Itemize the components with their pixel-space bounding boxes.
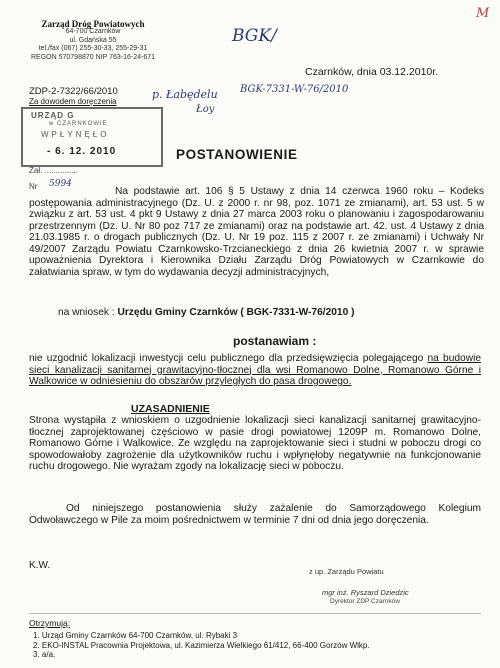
- place-date: Czarnków, dnia 03.12.2010r.: [305, 66, 439, 78]
- signatory-position: Dyrektor ZDP Czarnków: [330, 598, 400, 605]
- kw-label: K.W.: [29, 560, 51, 571]
- handwritten-reference: BGK-7331-W-76/2010: [240, 84, 349, 95]
- stamp-line-1: URZĄD G: [31, 111, 75, 120]
- recipients-list: [33, 631, 370, 660]
- justification-paragraph: Strona wystąpiła z wnioskiem o uzgodnienie lokalizacji sieci kanalizacji sanitarnej grawitacyjno-tłocznej zaprojektowanej częściowo w pasie drogi powiatowej 1209P m. Romanowo Dolne, Romanowo Górne i Walkowice. Ze względu na zaprojektowanie sieci i studni w poboczu drogi co spowodowałoby zagrożenie dla użytkowników ruchu i wpłynęłoby negatywnie na funkcjonowanie ruchu drogowego. Nie wyrażam zgody na lokalizację sieci w poboczu.: [29, 415, 481, 472]
- nr-label: Nr: [29, 182, 38, 191]
- org-address-1: 64-700 Czarnków: [65, 28, 121, 36]
- handwritten-signature-top: BGK/: [232, 26, 277, 46]
- stamp-line-2: w CZARNKOWIE: [49, 121, 108, 127]
- received-stamp: [21, 107, 163, 167]
- request-line: [58, 307, 354, 318]
- divider: [29, 613, 481, 614]
- list-item: 3. a/a.: [33, 650, 56, 659]
- handwritten-signature-a: p. Łabędelu: [152, 88, 218, 101]
- org-phone: tel./fax (067) 255-30-33, 255-29-31: [38, 45, 148, 53]
- stamp-date: - 6. 12. 2010: [47, 146, 117, 157]
- handwritten-signature-b: Łoy: [196, 104, 215, 115]
- intro-paragraph: Na podstawie art. 106 § 5 Ustawy z dnia 14 czerwca 1960 roku – Kodeks postępowania administracyjnego (Dz. U. z 2000 r. nr 98, poz. 1071 ze zmianami), art. 53 ust. 5 w związku z art. 53 ust. 4 pkt 9 Ustawy z dnia 27 marca 2003 roku o planowaniu i zagospodarowaniu przestrzennym (Dz. U. Nr 80 poz 717 ze zmianami) oraz na podstawie art. 42. ust. 4 Ustawy z dnia 21.03.1985 r. o drogach publicznych (Dz. U. Nr 19 poz. 115 z 2007 r. ze zmianami) i Uchwały Nr 49/2007 Zarządu Powiatu Czarnkowsko-Trzcianeckiego z dnia 26 kwietnia 2007 r. w sprawie upoważnienia Dyrektora i Kierownika Działu Zarządu Dróg Powiatowych w Czarnkowie do załatwiania spraw, w tym do wydawania decyzji administracyjnych,: [29, 186, 484, 278]
- justification-heading: UZASADNIENIE: [131, 403, 210, 415]
- decision-underlined: na budowie sieci kanalizacji sanitarnej grawitacyjno-tłocznej dla wsi Romanowo Dolne, Romanowo Górne i Walkowice w odniesieniu do obszarów przyległych do pasa drogowego.: [29, 353, 481, 387]
- document-title: POSTANOWIENIE: [176, 147, 298, 162]
- letterhead: [28, 20, 158, 62]
- delivery-note: Za dowodem doręczenia: [29, 97, 117, 106]
- signatory-authority: z up. Zarządu Powiatu: [309, 567, 384, 576]
- handwritten-page-mark: M: [476, 6, 490, 21]
- org-regon: REGON 570798870 NIP 763-16-24-671: [30, 53, 155, 61]
- decision-heading: postanawiam :: [233, 334, 317, 348]
- zal-label: Zał. ...............: [29, 166, 78, 175]
- signatory-name: mgr inż. Ryszard Dziedzic: [322, 588, 409, 597]
- decision-paragraph: [29, 353, 481, 388]
- org-address-2: ul. Gdańska 55: [69, 36, 117, 44]
- org-name: Zarząd Dróg Powiatowych: [41, 19, 145, 29]
- case-number: ZDP-2-7322/66/2010: [29, 86, 118, 97]
- request-body: Urzędu Gminy Czarnków ( BGK-7331-W-76/2010 ): [117, 307, 355, 318]
- appeal-notice: Od niniejszego postanowienia służy zażalenie do Samorządowego Kolegium Odwoławczego w Pile za moim pośrednictwem w terminie 7 dni od dnia jego doręczenia.: [29, 503, 481, 526]
- list-item: 1. Urząd Gminy Czarnków 64-700 Czarnków, ul. Rybaki 3: [33, 631, 238, 640]
- decision-lead: nie uzgodnić lokalizacji inwestycji celu publicznego dla przedsięwzięcia polegającego: [29, 353, 428, 364]
- handwritten-nr: 5994: [49, 179, 72, 189]
- list-item: 2. EKO-INSTAL Pracownia Projektowa, ul. Kazimierza Wielkiego 61/412, 66-400 Gorzów Wlkp.: [33, 640, 370, 650]
- request-prefix: na wniosek :: [58, 307, 115, 318]
- stamp-line-3: WPŁYNĘŁO: [41, 130, 110, 139]
- recipients-heading: Otrzymują:: [29, 618, 71, 628]
